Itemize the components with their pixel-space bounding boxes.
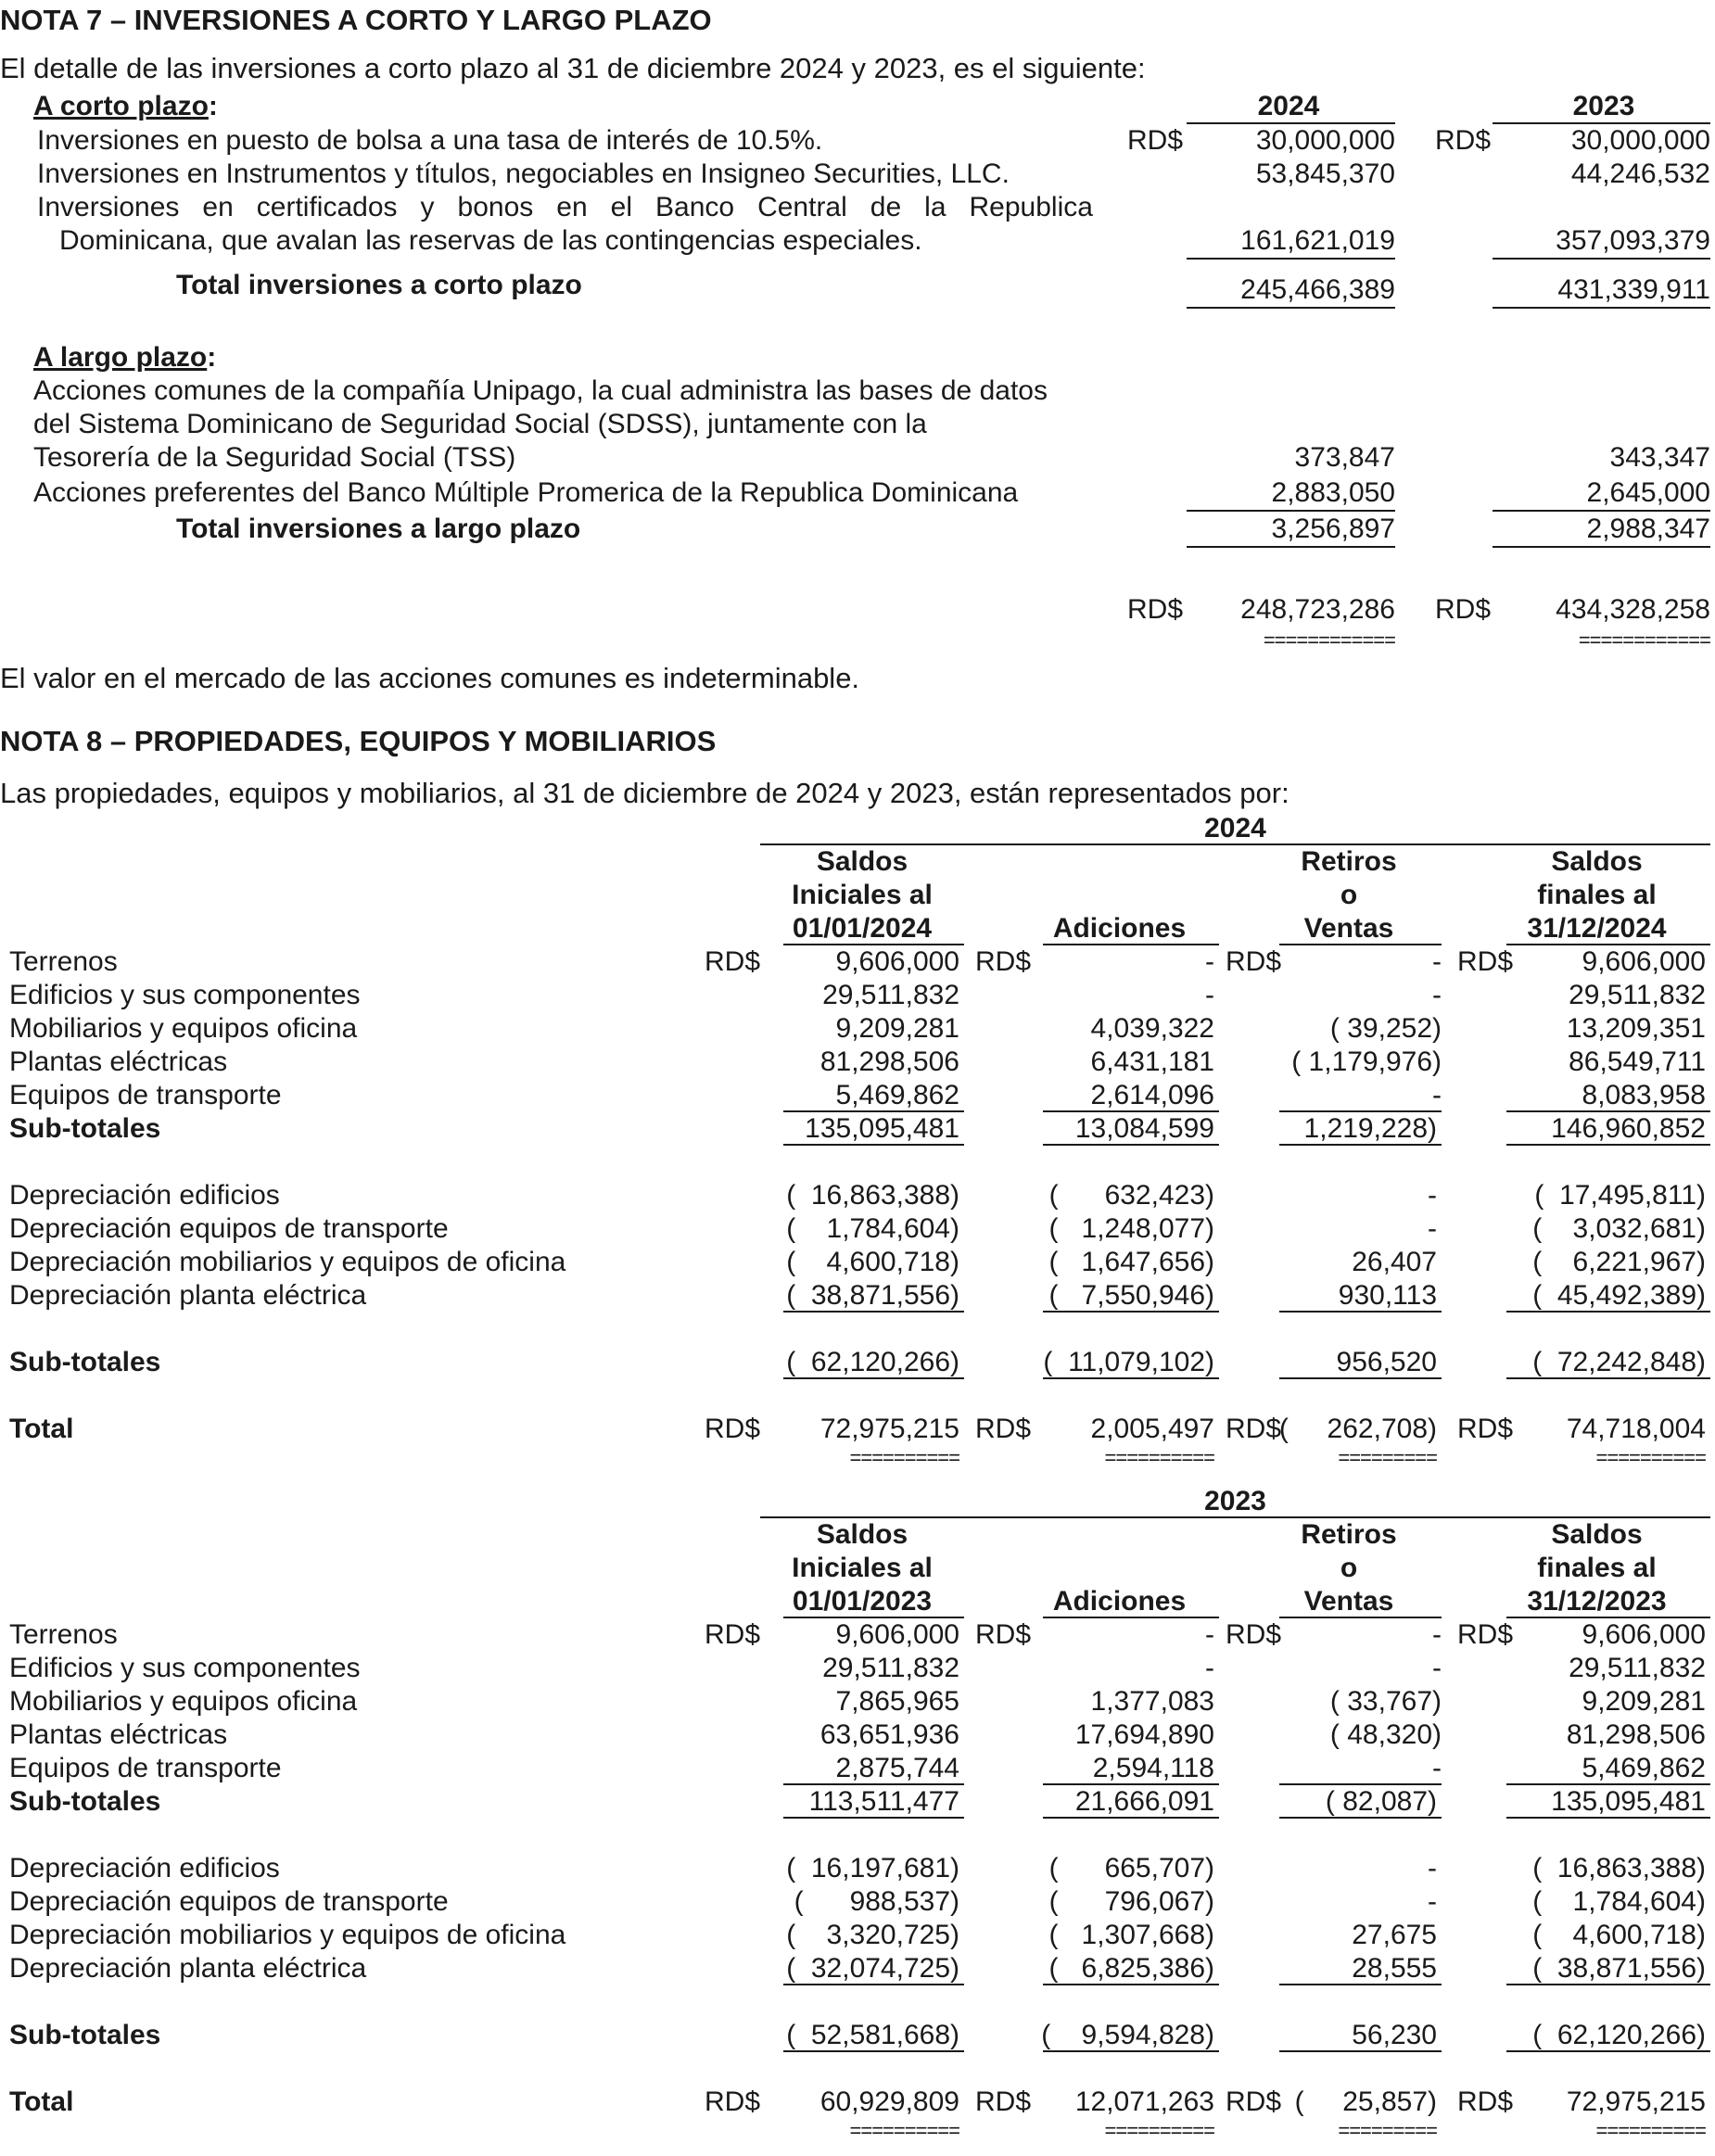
currency-label: RD$ — [975, 1414, 1032, 1444]
short-row-2024: 53,845,370 — [1255, 159, 1395, 189]
col-header-additions: Adiciones — [1052, 913, 1187, 944]
depreciation-subtotal: ( 52,581,668) — [786, 2020, 959, 2050]
currency-label: RD$ — [705, 1619, 761, 1650]
total-value: ( 25,857) — [1294, 2086, 1437, 2117]
double-rule: ========== — [1104, 1446, 1214, 1469]
depreciation-row-value: ( 1,784,604) — [786, 1213, 959, 1244]
total-value: 72,975,215 — [819, 1414, 959, 1444]
rule — [1506, 2050, 1710, 2052]
short-row-label-cont: Dominicana, que avalan las reservas de las contingencias especiales. — [59, 225, 922, 256]
subtotal-label: Sub-totales — [9, 1113, 161, 1144]
depreciation-subtotal: 56,230 — [1352, 2020, 1437, 2050]
currency-label: RD$ — [1127, 125, 1184, 156]
asset-row-value: 8,083,958 — [1582, 1080, 1706, 1110]
total-value: ( 262,708) — [1278, 1414, 1437, 1444]
asset-subtotal: 146,960,852 — [1551, 1113, 1706, 1144]
rule — [1043, 1144, 1219, 1146]
asset-row-label: Terrenos — [9, 1619, 118, 1650]
subtotal-label: Sub-totales — [9, 1786, 161, 1817]
short-row-2023: 44,246,532 — [1570, 159, 1710, 189]
col-header-final: finales al — [1537, 880, 1657, 910]
depreciation-row-label: Depreciación mobiliarios y equipos de oficina — [9, 1247, 566, 1277]
depreciation-row-value: ( 7,550,946) — [1048, 1280, 1214, 1311]
depreciation-row-label: Depreciación equipos de transporte — [9, 1213, 449, 1244]
col-header-retiros: Retiros — [1301, 846, 1397, 877]
currency-label: RD$ — [1127, 594, 1184, 625]
col-header-initial: Saldos — [816, 1519, 908, 1550]
currency-label: RD$ — [1457, 2086, 1514, 2117]
depreciation-row-value: ( 796,067) — [1048, 1886, 1214, 1917]
col-header-initial: Iniciales al — [792, 1553, 933, 1583]
total-label: Total — [9, 2086, 74, 2117]
asset-row-value: - — [1432, 1753, 1442, 1783]
asset-row-value: 29,511,832 — [1569, 1653, 1706, 1683]
long-row-label-cont: Tesorería de la Seguridad Social (TSS) — [33, 442, 516, 473]
asset-row-value: 7,865,965 — [835, 1686, 959, 1717]
asset-row-value: - — [1432, 946, 1442, 977]
asset-row-value: 1,377,083 — [1090, 1686, 1214, 1717]
short-row-2023: 357,093,379 — [1556, 225, 1710, 256]
col-header-additions: Adiciones — [1052, 1586, 1187, 1617]
asset-row-label: Equipos de transporte — [9, 1080, 282, 1110]
rule — [783, 1311, 964, 1313]
rule — [1279, 2050, 1442, 2052]
asset-row-value: - — [1205, 1653, 1214, 1683]
short-term-heading: A corto plazo: — [33, 91, 218, 121]
depreciation-row-value: 28,555 — [1352, 1953, 1437, 1984]
depreciation-row-value: - — [1428, 1886, 1437, 1917]
rule — [1279, 1377, 1442, 1379]
rule — [1493, 546, 1710, 548]
double-rule: ========= — [1338, 2119, 1437, 2142]
depreciation-row-label: Depreciación edificios — [9, 1853, 280, 1883]
currency-label: RD$ — [705, 946, 761, 977]
depreciation-row-value: ( 32,074,725) — [786, 1953, 959, 1984]
depreciation-row-value: - — [1428, 1213, 1437, 1244]
depreciation-row-value: ( 38,871,556) — [786, 1280, 959, 1311]
col-header-initial: Saldos — [816, 846, 908, 877]
total-value: 12,071,263 — [1074, 2086, 1214, 2117]
asset-row-value: 63,651,936 — [819, 1719, 959, 1750]
col-header-initial: 01/01/2023 — [792, 1586, 933, 1617]
depreciation-row-value: - — [1428, 1853, 1437, 1883]
currency-label: RD$ — [1226, 1619, 1282, 1650]
long-row-label: Acciones comunes de la compañía Unipago, la cual administra las bases de datos — [33, 375, 1048, 406]
asset-subtotal: 135,095,481 — [1551, 1786, 1706, 1817]
depreciation-row-value: ( 665,707) — [1048, 1853, 1214, 1883]
rule — [1506, 1144, 1710, 1146]
rule — [783, 1984, 964, 1985]
asset-row-value: 86,549,711 — [1569, 1046, 1706, 1077]
double-rule: ============ — [1263, 628, 1395, 652]
year-header: 2023 — [1204, 1486, 1266, 1516]
rule — [1506, 1984, 1710, 1985]
depreciation-subtotal: ( 62,120,266) — [1532, 2020, 1706, 2050]
total-value: 72,975,215 — [1566, 2086, 1706, 2117]
asset-row-value: 17,694,890 — [1074, 1719, 1214, 1750]
asset-row-value: 5,469,862 — [835, 1080, 959, 1110]
currency-label: RD$ — [1226, 2086, 1282, 2117]
currency-label: RD$ — [1435, 125, 1492, 156]
depreciation-row-value: ( 1,307,668) — [1048, 1920, 1214, 1950]
asset-row-value: ( 39,252) — [1329, 1013, 1442, 1044]
depreciation-row-value: ( 3,032,681) — [1532, 1213, 1706, 1244]
subtotal-label: Sub-totales — [9, 1347, 161, 1377]
depreciation-row-value: ( 1,248,077) — [1048, 1213, 1214, 1244]
year-2024-header: 2024 — [1257, 91, 1320, 121]
double-rule: ============ — [1578, 628, 1710, 652]
total-value: 74,718,004 — [1566, 1414, 1706, 1444]
note7-title: NOTA 7 – INVERSIONES A CORTO Y LARGO PLAZO — [0, 4, 712, 36]
grand-total-2024: 248,723,286 — [1240, 594, 1395, 625]
asset-row-label: Equipos de transporte — [9, 1753, 282, 1783]
asset-row-value: 13,209,351 — [1566, 1013, 1706, 1044]
rule — [1506, 1817, 1710, 1819]
depreciation-row-value: ( 6,221,967) — [1532, 1247, 1706, 1277]
rule — [1506, 1311, 1710, 1313]
total-label: Total — [9, 1414, 74, 1444]
depreciation-subtotal: ( 9,594,828) — [1041, 2020, 1214, 2050]
long-term-heading: A largo plazo: — [33, 342, 217, 373]
long-total-2023: 2,988,347 — [1586, 514, 1710, 544]
rule — [1043, 1817, 1219, 1819]
col-header-retiros: o — [1340, 880, 1358, 910]
long-row-label: Acciones preferentes del Banco Múltiple Promerica de la Republica Dominicana — [33, 477, 1019, 508]
short-row-label: Inversiones en certificados y bonos en el Banco Central de la Republica — [37, 192, 1093, 222]
col-header-retiros: Ventas — [1303, 913, 1394, 944]
note7-intro: El detalle de las inversiones a corto plazo al 31 de diciembre 2024 y 2023, es el siguiente: — [0, 52, 1146, 84]
asset-row-value: ( 1,179,976) — [1291, 1046, 1442, 1077]
long-row-2023: 2,645,000 — [1586, 477, 1710, 508]
rule — [1187, 258, 1395, 260]
asset-row-value: 9,209,281 — [835, 1013, 959, 1044]
col-header-retiros: Ventas — [1303, 1586, 1394, 1617]
double-rule: ========== — [1595, 2119, 1706, 2142]
asset-row-label: Terrenos — [9, 946, 118, 977]
rule — [1187, 510, 1395, 512]
depreciation-row-value: ( 988,537) — [794, 1886, 959, 1917]
asset-row-value: - — [1432, 980, 1442, 1010]
total-value: 60,929,809 — [819, 2086, 959, 2117]
asset-row-value: 29,511,832 — [822, 1653, 959, 1683]
depreciation-subtotal: ( 11,079,102) — [1043, 1347, 1214, 1377]
depreciation-row-value: 27,675 — [1352, 1920, 1437, 1950]
currency-label: RD$ — [705, 1414, 761, 1444]
depreciation-row-value: ( 4,600,718) — [786, 1247, 959, 1277]
asset-row-value: 9,606,000 — [835, 946, 959, 977]
rule — [1187, 307, 1395, 309]
col-header-final: Saldos — [1551, 1519, 1643, 1550]
depreciation-row-label: Depreciación edificios — [9, 1180, 280, 1211]
year-2023-header: 2023 — [1572, 91, 1635, 121]
grand-total-2023: 434,328,258 — [1556, 594, 1710, 625]
asset-row-value: - — [1432, 1080, 1442, 1110]
rule — [1043, 1377, 1219, 1379]
asset-row-label: Edificios y sus componentes — [9, 1653, 361, 1683]
rule — [1043, 1311, 1219, 1313]
col-header-retiros: o — [1340, 1553, 1358, 1583]
asset-row-value: 81,298,506 — [1566, 1719, 1706, 1750]
asset-subtotal: 1,219,228) — [1303, 1113, 1437, 1144]
col-header-initial: Iniciales al — [792, 880, 933, 910]
asset-row-value: 9,606,000 — [835, 1619, 959, 1650]
depreciation-row-value: ( 16,863,388) — [1532, 1853, 1706, 1883]
asset-row-label: Plantas eléctricas — [9, 1719, 228, 1750]
asset-row-value: 9,606,000 — [1582, 946, 1706, 977]
currency-label: RD$ — [975, 1619, 1032, 1650]
depreciation-row-value: ( 16,863,388) — [786, 1180, 959, 1211]
total-value: 2,005,497 — [1090, 1414, 1214, 1444]
currency-label: RD$ — [975, 2086, 1032, 2117]
currency-label: RD$ — [1226, 946, 1282, 977]
depreciation-row-value: ( 3,320,725) — [786, 1920, 959, 1950]
double-rule: ========== — [849, 1446, 959, 1469]
asset-row-value: 5,469,862 — [1582, 1753, 1706, 1783]
asset-row-label: Plantas eléctricas — [9, 1046, 228, 1077]
asset-row-value: 9,209,281 — [1582, 1686, 1706, 1717]
depreciation-row-label: Depreciación planta eléctrica — [9, 1280, 367, 1311]
depreciation-row-value: ( 4,600,718) — [1532, 1920, 1706, 1950]
asset-row-label: Mobiliarios y equipos oficina — [9, 1013, 358, 1044]
short-row-2024: 161,621,019 — [1240, 225, 1395, 256]
long-row-2023: 343,347 — [1609, 442, 1710, 473]
rule — [1506, 1377, 1710, 1379]
asset-row-value: 81,298,506 — [819, 1046, 959, 1077]
asset-row-value: 2,875,744 — [835, 1753, 959, 1783]
asset-row-value: - — [1432, 1619, 1442, 1650]
col-header-final: finales al — [1537, 1553, 1657, 1583]
rule — [1187, 546, 1395, 548]
asset-row-value: 29,511,832 — [1569, 980, 1706, 1010]
currency-label: RD$ — [1226, 1414, 1282, 1444]
subtotal-label: Sub-totales — [9, 2020, 161, 2050]
rule — [783, 1144, 964, 1146]
currency-label: RD$ — [975, 946, 1032, 977]
currency-label: RD$ — [1457, 1414, 1514, 1444]
short-row-label: Inversiones en puesto de bolsa a una tasa de interés de 10.5%. — [37, 125, 823, 156]
currency-label: RD$ — [1457, 1619, 1514, 1650]
col-header-initial: 01/01/2024 — [792, 913, 933, 944]
rule — [783, 2050, 964, 2052]
asset-row-label: Edificios y sus componentes — [9, 980, 361, 1010]
rule — [783, 1377, 964, 1379]
asset-row-value: ( 48,320) — [1329, 1719, 1442, 1750]
short-total-label: Total inversiones a corto plazo — [176, 270, 582, 300]
long-row-2024: 2,883,050 — [1271, 477, 1395, 508]
depreciation-row-value: ( 1,647,656) — [1048, 1247, 1214, 1277]
year-header: 2024 — [1204, 813, 1266, 843]
depreciation-subtotal: 956,520 — [1336, 1347, 1437, 1377]
rule — [1279, 1817, 1442, 1819]
asset-row-value: - — [1205, 946, 1214, 977]
depreciation-subtotal: ( 72,242,848) — [1532, 1347, 1706, 1377]
depreciation-row-value: ( 38,871,556) — [1532, 1953, 1706, 1984]
short-row-2024: 30,000,000 — [1255, 125, 1395, 156]
depreciation-row-value: - — [1428, 1180, 1437, 1211]
asset-subtotal: 135,095,481 — [805, 1113, 959, 1144]
depreciation-row-value: ( 6,825,386) — [1048, 1953, 1214, 1984]
col-header-final: Saldos — [1551, 846, 1643, 877]
rule — [1493, 307, 1710, 309]
double-rule: ========== — [1595, 1446, 1706, 1469]
rule — [1279, 1311, 1442, 1313]
short-row-label: Inversiones en Instrumentos y títulos, negociables en Insigneo Securities, LLC. — [37, 159, 1010, 189]
asset-subtotal: 21,666,091 — [1074, 1786, 1214, 1817]
depreciation-row-value: ( 17,495,811) — [1534, 1180, 1706, 1211]
long-row-2024: 373,847 — [1294, 442, 1395, 473]
asset-subtotal: 13,084,599 — [1074, 1113, 1214, 1144]
depreciation-row-value: 930,113 — [1338, 1280, 1437, 1311]
asset-row-value: - — [1205, 1619, 1214, 1650]
asset-row-value: 29,511,832 — [822, 980, 959, 1010]
depreciation-subtotal: ( 62,120,266) — [786, 1347, 959, 1377]
depreciation-row-value: ( 632,423) — [1048, 1180, 1214, 1211]
note8-title: NOTA 8 – PROPIEDADES, EQUIPOS Y MOBILIARIOS — [0, 725, 717, 757]
double-rule: ========= — [1338, 1446, 1437, 1469]
col-header-final: 31/12/2023 — [1527, 1586, 1667, 1617]
long-row-label-cont: del Sistema Dominicano de Seguridad Social (SDSS), juntamente con la — [33, 409, 927, 439]
rule — [1493, 258, 1710, 260]
short-total-2023: 431,339,911 — [1557, 274, 1710, 305]
asset-row-value: 9,606,000 — [1582, 1619, 1706, 1650]
short-total-2024: 245,466,389 — [1240, 274, 1395, 305]
double-rule: ========== — [849, 2119, 959, 2142]
asset-row-value: 2,614,096 — [1090, 1080, 1214, 1110]
asset-subtotal: 113,511,477 — [808, 1786, 959, 1817]
rule — [1043, 1984, 1219, 1985]
depreciation-row-label: Depreciación equipos de transporte — [9, 1886, 449, 1917]
rule — [783, 1817, 964, 1819]
note8-intro: Las propiedades, equipos y mobiliarios, al 31 de diciembre de 2024 y 2023, están representados por: — [0, 777, 1289, 809]
depreciation-row-label: Depreciación planta eléctrica — [9, 1953, 367, 1984]
col-header-final: 31/12/2024 — [1527, 913, 1667, 944]
rule — [1043, 2050, 1219, 2052]
short-row-2023: 30,000,000 — [1570, 125, 1710, 156]
asset-row-value: - — [1205, 980, 1214, 1010]
rule — [1279, 1144, 1442, 1146]
asset-row-value: ( 33,767) — [1329, 1686, 1442, 1717]
currency-label: RD$ — [1457, 946, 1514, 977]
depreciation-row-value: ( 16,197,681) — [786, 1853, 959, 1883]
rule — [1279, 1984, 1442, 1985]
market-note: El valor en el mercado de las acciones comunes es indeterminable. — [0, 662, 860, 694]
double-rule: ========== — [1104, 2119, 1214, 2142]
long-total-2024: 3,256,897 — [1271, 514, 1395, 544]
rule — [1493, 510, 1710, 512]
asset-row-value: - — [1432, 1653, 1442, 1683]
asset-row-value: 2,594,118 — [1092, 1753, 1214, 1783]
depreciation-row-value: 26,407 — [1352, 1247, 1437, 1277]
depreciation-row-value: ( 1,784,604) — [1532, 1886, 1706, 1917]
depreciation-row-value: ( 45,492,389) — [1532, 1280, 1706, 1311]
asset-row-label: Mobiliarios y equipos oficina — [9, 1686, 358, 1717]
asset-row-value: 4,039,322 — [1090, 1013, 1214, 1044]
currency-label: RD$ — [705, 2086, 761, 2117]
long-total-label: Total inversiones a largo plazo — [176, 514, 581, 544]
asset-row-value: 6,431,181 — [1090, 1046, 1214, 1077]
currency-label: RD$ — [1435, 594, 1492, 625]
asset-subtotal: ( 82,087) — [1325, 1786, 1437, 1817]
depreciation-row-label: Depreciación mobiliarios y equipos de oficina — [9, 1920, 566, 1950]
col-header-retiros: Retiros — [1301, 1519, 1397, 1550]
